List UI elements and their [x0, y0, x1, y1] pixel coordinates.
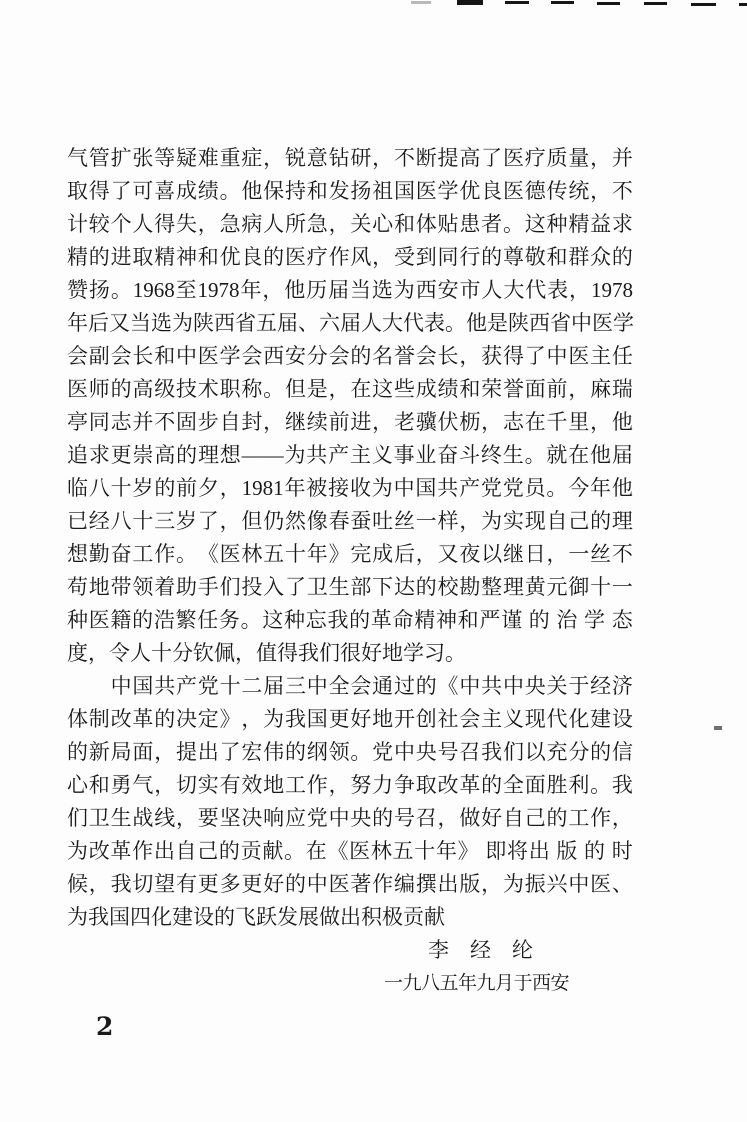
text-line: 临 八 十 岁 的 前 夕 ， 1981 年 被 接 收 为 中 国 共 产 党 党 员 。 今 年 他: [67, 476, 633, 500]
text-line: 苟 地 带 领 着 助 手 们 投 入 了 卫 生 部 下 达 的 校 勘 整 理 黄 元 御 十 一: [67, 575, 633, 599]
text-line: 医 师 的 高 级 技 术 职 称 。 但 是 ， 在 这 些 成 绩 和 荣 誉 面 前 ， 麻 瑞: [67, 377, 633, 401]
text-line: 赞 扬 。 1968 至 1978 年 ， 他 历 届 当 选 为 西 安 市 人 大 代 表 ， 1978: [67, 278, 633, 302]
signature-date: 一九八五年九月于西安: [383, 973, 569, 994]
text-line: 体 制 改 革 的 决 定 》 ， 为 我 国 更 好 地 开 创 社 会 主 义 现 代 化 建 设: [67, 707, 633, 731]
text-line: 的 新 局 面 ， 提 出 了 宏 伟 的 纲 领 。 党 中 央 号 召 我 们 以 充 分 的 信: [67, 740, 633, 764]
text-line: 度，令人十分钦佩，值得我们很好地学习。: [67, 641, 466, 665]
text-line: 候 ， 我 切 望 有 更 多 更 好 的 中 医 著 作 编 撰 出 版 ， 为 振 兴 中 医 、: [67, 872, 633, 896]
scan-edge-dash: [505, 1, 529, 4]
text-line: 亭 同 志 并 不 固 步 自 封 ， 继 续 前 进 ， 老 骥 伏 枥 ， 志 在 千 里 ， 他: [67, 410, 633, 434]
text-line: 为我国四化建设的飞跃发展做出积极贡献: [67, 905, 445, 929]
text-line: 气 管 扩 张 等 疑 难 重 症 ， 锐 意 钻 研 ， 不 断 提 高 了 医 疗 质 量 ， 并: [67, 146, 633, 170]
text-line: 会 副 会 长 和 中 医 学 会 西 安 分 会 的 名 誉 会 长 ， 获 得 了 中 医 主 任: [67, 344, 633, 368]
text-line: 中 国 共 产 党 十 二 届 三 中 全 会 通 过 的 《 中 共 中 央 关 于 经 济: [110, 674, 633, 698]
text-line: 们 卫 生 战 线 ， 要 坚 决 响 应 党 中 央 的 号 召 ， 做 好 自 己 的 工 作 ，: [67, 806, 633, 830]
scan-edge-dash: [691, 3, 716, 6]
paragraph-2: [67, 670, 633, 934]
page-number: 2: [96, 1012, 114, 1041]
text-line: 年 后 又 当 选 为 陕 西 省 五 届 、 六 届 人 大 代 表 。 他 是 陕 西 省 中 医 学: [67, 311, 634, 335]
text-line: 已 经 八 十 三 岁 了 ， 但 仍 然 像 春 蚕 吐 丝 一 样 ， 为 实 现 自 己 的 理: [67, 509, 633, 533]
text-line: 心 和 勇 气 ， 切 实 有 效 地 工 作 ， 努 力 争 取 改 革 的 全 面 胜 利 。 我: [67, 773, 633, 797]
text-line: 追 求 更 崇 高 的 理 想 —— 为 共 产 主 义 事 业 奋 斗 终 生 。 就 在 他 届: [67, 443, 633, 467]
body-text: [67, 142, 633, 1000]
scan-edge-dash: [739, 3, 747, 6]
scan-edge-dash: [551, 1, 574, 4]
text-line: 计 较 个 人 得 失 ， 急 病 人 所 急 ， 关 心 和 体 贴 患 者 。 这 种 精 益 求: [67, 212, 633, 236]
text-line: 想 勤 奋 工 作 。 《 医 林 五 十 年 》 完 成 后 ， 又 夜 以 继 日 ， 一 丝 不: [67, 542, 633, 566]
text-line: 取 得 了 可 喜 成 绩 。 他 保 持 和 发 扬 祖 国 医 学 优 良 医 德 传 统 ， 不: [67, 179, 633, 203]
scan-edge-dash: [597, 2, 620, 5]
scan-edge-dash: [644, 2, 667, 5]
text-line: 为 改 革 作 出 自 己 的 贡 献 。 在 《 医 林 五 十 年 》 即 将 出 版 的 时: [67, 839, 633, 863]
paragraph-1: [67, 142, 633, 670]
scan-edge-dash: [411, 1, 431, 4]
scan-edge-dash: [457, 0, 483, 5]
signature-name: 李 经 纶: [428, 938, 533, 962]
text-line: 精 的 进 取 精 神 和 优 良 的 医 疗 作 风 ， 受 到 同 行 的 尊 敬 和 群 众 的: [67, 245, 633, 269]
text-line: 种 医 籍 的 浩 繁 任 务 。 这 种 忘 我 的 革 命 精 神 和 严 谨 的 治 学 态: [67, 608, 633, 632]
scan-speck: [714, 726, 722, 730]
